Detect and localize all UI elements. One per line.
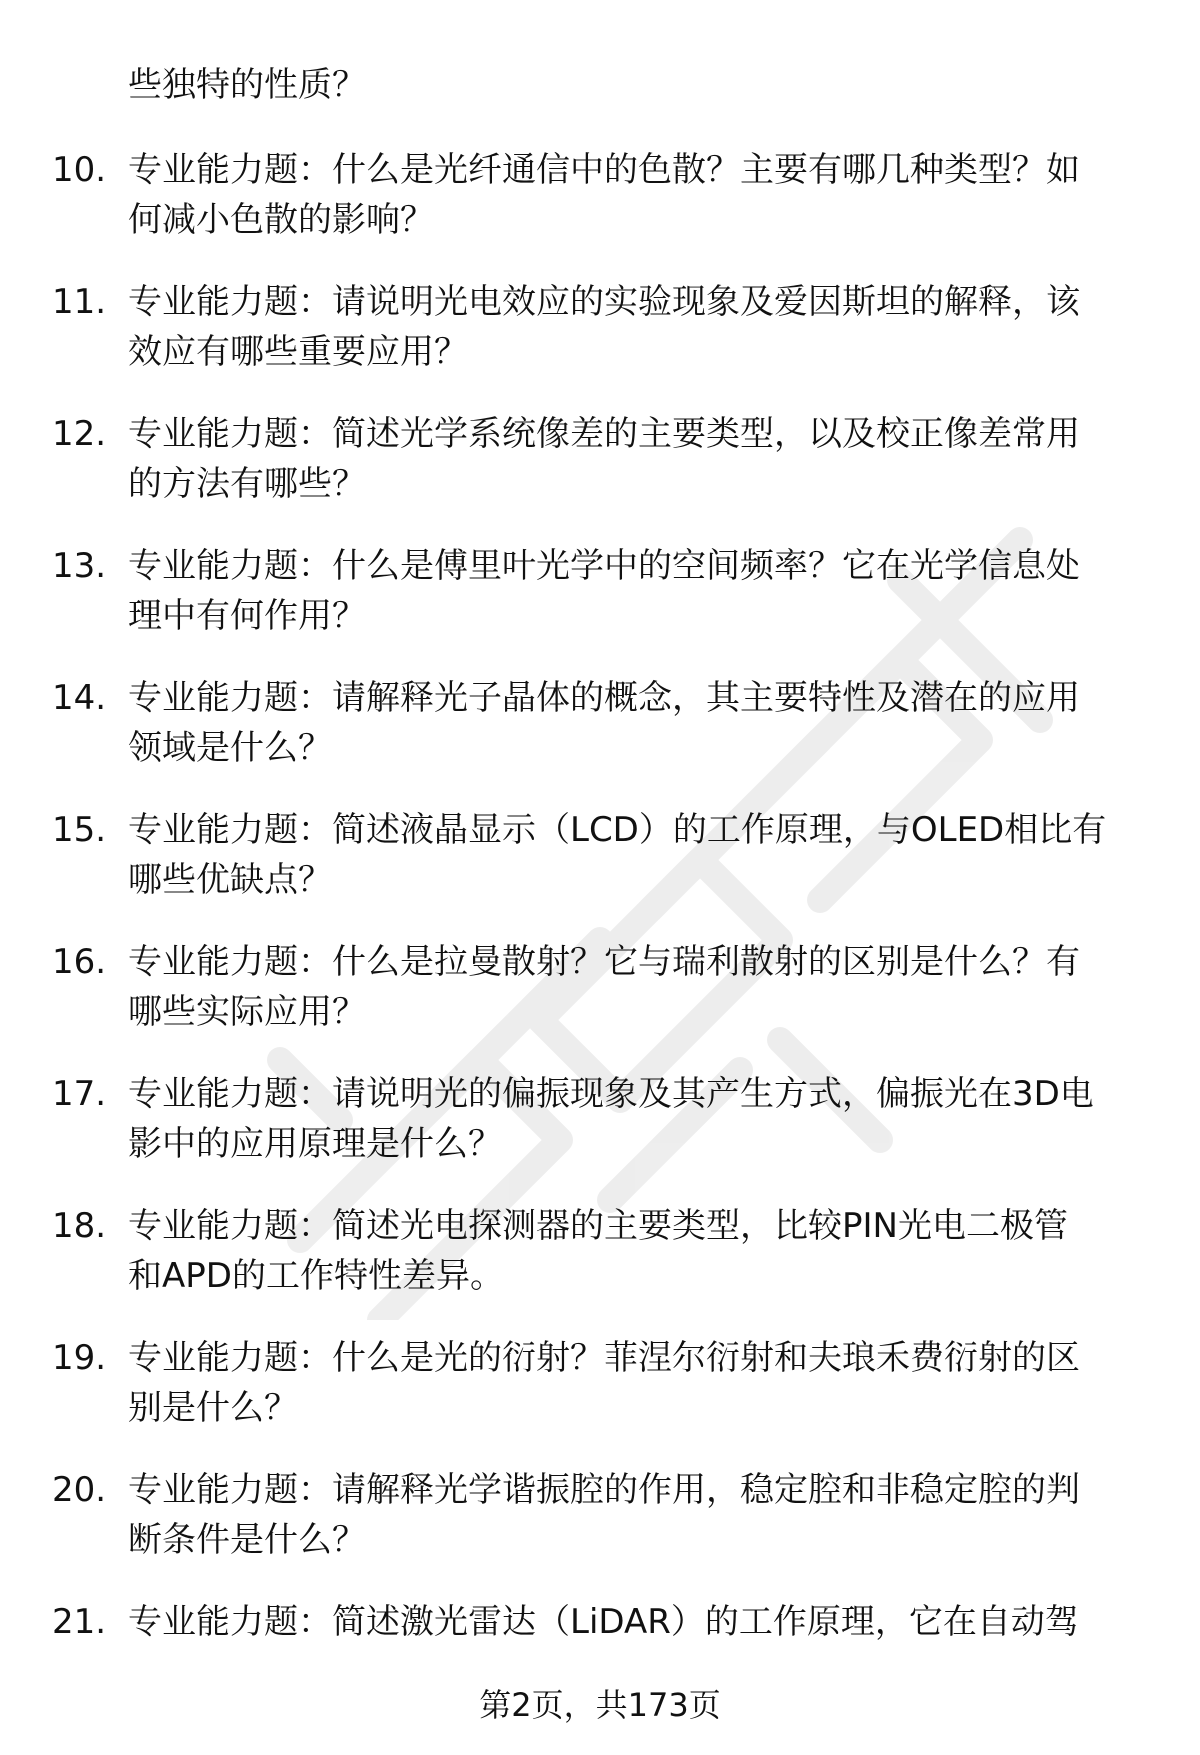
question-number: 12.: [52, 414, 107, 454]
question-text: 专业能力题：请说明光电效应的实验现象及爱因斯坦的解释，该 效应有哪些重要应用？: [128, 282, 1080, 372]
question-item: [0, 1069, 1200, 1201]
continuation-text: 些独特的性质？: [128, 65, 366, 105]
question-number: 17.: [52, 1074, 107, 1114]
question-text: 专业能力题：简述激光雷达（LiDAR）的工作原理，它在自动驾: [128, 1602, 1079, 1642]
question-number: 18.: [52, 1206, 107, 1246]
question-item: [0, 541, 1200, 673]
question-item: [0, 145, 1200, 277]
question-item: [0, 1201, 1200, 1333]
question-number: 20.: [52, 1470, 107, 1510]
question-number: 13.: [52, 546, 107, 586]
question-text: 专业能力题：什么是拉曼散射？它与瑞利散射的区别是什么？有 哪些实际应用？: [128, 942, 1080, 1032]
question-item: [0, 1333, 1200, 1465]
question-text: 专业能力题：简述光学系统像差的主要类型，以及校正像差常用 的方法有哪些？: [128, 414, 1080, 504]
question-number: 10.: [52, 150, 107, 190]
question-number: 11.: [52, 282, 107, 322]
question-number: 14.: [52, 678, 107, 718]
question-number: 19.: [52, 1338, 107, 1378]
question-item: [0, 673, 1200, 805]
question-text: 专业能力题：什么是光的衍射？菲涅尔衍射和夫琅禾费衍射的区 别是什么？: [128, 1338, 1080, 1428]
question-number: 16.: [52, 942, 107, 982]
question-list: [0, 145, 1200, 1729]
question-text: 专业能力题：请解释光学谐振腔的作用，稳定腔和非稳定腔的判 断条件是什么？: [128, 1470, 1080, 1560]
question-text: 专业能力题：请解释光子晶体的概念，其主要特性及潜在的应用 领域是什么？: [128, 678, 1080, 768]
question-text: 专业能力题：简述液晶显示（LCD）的工作原理，与OLED相比有 哪些优缺点？: [128, 810, 1107, 900]
question-number: 15.: [52, 810, 107, 850]
question-item: [0, 409, 1200, 541]
page-footer: 第2页，共173页: [479, 1686, 721, 1724]
question-item: [0, 1465, 1200, 1597]
question-text: 专业能力题：什么是傅里叶光学中的空间频率？它在光学信息处 理中有何作用？: [128, 546, 1080, 636]
question-text: 专业能力题：简述光电探测器的主要类型，比较PIN光电二极管 和APD的工作特性差异。: [128, 1206, 1068, 1296]
question-text: 专业能力题：什么是光纤通信中的色散？主要有哪几种类型？如 何减小色散的影响？: [128, 150, 1080, 240]
question-item: [0, 937, 1200, 1069]
question-number: 21.: [52, 1602, 107, 1642]
question-text: 专业能力题：请说明光的偏振现象及其产生方式，偏振光在3D电 影中的应用原理是什么？: [128, 1074, 1094, 1164]
question-item: [0, 805, 1200, 937]
question-item: [0, 277, 1200, 409]
